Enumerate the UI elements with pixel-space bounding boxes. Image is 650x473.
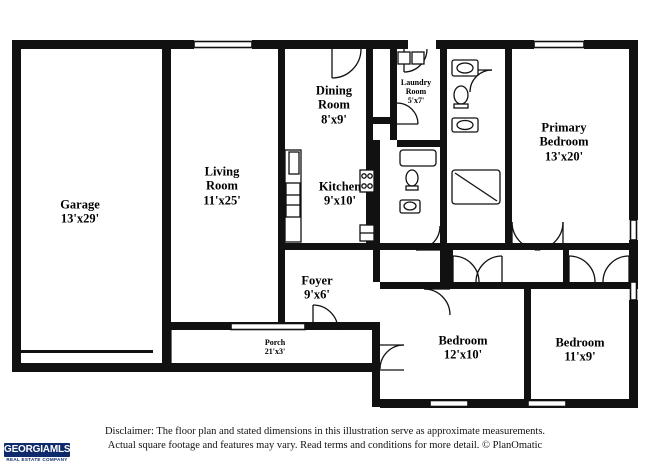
room-dim-bedroom-3: 11'x9'	[564, 350, 596, 364]
room-name-living-room-line1: Living	[204, 164, 240, 179]
room-label-garage	[60, 198, 100, 227]
room-dim-porch: 21'x3'	[264, 347, 286, 356]
room-label-laundry-room	[401, 78, 431, 106]
logo-tagline: REAL ESTATE COMPANY	[6, 457, 68, 462]
room-dim-dining-room: 8'x9'	[321, 112, 347, 127]
room-dim-laundry-room: 5'x7'	[407, 96, 425, 106]
georgia-mls-logo	[4, 443, 70, 469]
logo-name: GEORGIAMLS	[4, 444, 71, 455]
room-label-porch	[265, 338, 285, 356]
room-name-living-room-line2: Room	[206, 178, 238, 193]
room-dim-living-room: 11'x25'	[203, 193, 241, 208]
room-label-primary-bedroom	[539, 120, 588, 163]
room-name-primary-bedroom-line1: Primary	[541, 120, 587, 135]
room-name-laundry-room-line1: Laundry	[400, 78, 432, 88]
room-name-porch: Porch	[264, 337, 286, 347]
room-label-bedroom-3	[555, 336, 604, 365]
room-dim-garage: 13'x29'	[60, 212, 100, 226]
logo-bar	[4, 443, 70, 457]
room-name-kitchen: Kitchen	[318, 179, 362, 194]
room-label-dining-room	[316, 83, 352, 126]
disclaimer-line-1: Disclaimer: The floor plan and stated dimensions in this illustration serve as approximate measurements.	[104, 426, 546, 437]
room-label-living-room	[203, 164, 241, 207]
disclaimer	[0, 425, 650, 453]
room-name-garage: Garage	[60, 197, 100, 212]
room-name-bedroom-3: Bedroom	[555, 335, 605, 350]
room-name-primary-bedroom-line2: Bedroom	[539, 134, 589, 149]
room-dim-foyer: 9'x6'	[304, 288, 330, 302]
room-name-bedroom-2: Bedroom	[438, 333, 488, 348]
room-label-kitchen	[319, 180, 361, 209]
room-name-laundry-room-line2: Room	[405, 87, 427, 97]
room-dim-primary-bedroom: 13'x20'	[544, 149, 584, 164]
room-label-foyer	[301, 274, 332, 303]
room-dim-kitchen: 9'x10'	[324, 194, 356, 208]
room-dim-bedroom-2: 12'x10'	[443, 348, 483, 362]
room-name-dining-room-line2: Room	[318, 97, 350, 112]
disclaimer-line-2: Actual square footage and features may vary. Read terms and conditions for more detail. © PlanOmatic	[107, 440, 543, 452]
room-name-foyer: Foyer	[301, 273, 333, 288]
room-label-bedroom-2	[438, 334, 487, 363]
doors	[313, 49, 629, 370]
room-name-dining-room-line1: Dining	[315, 83, 353, 98]
